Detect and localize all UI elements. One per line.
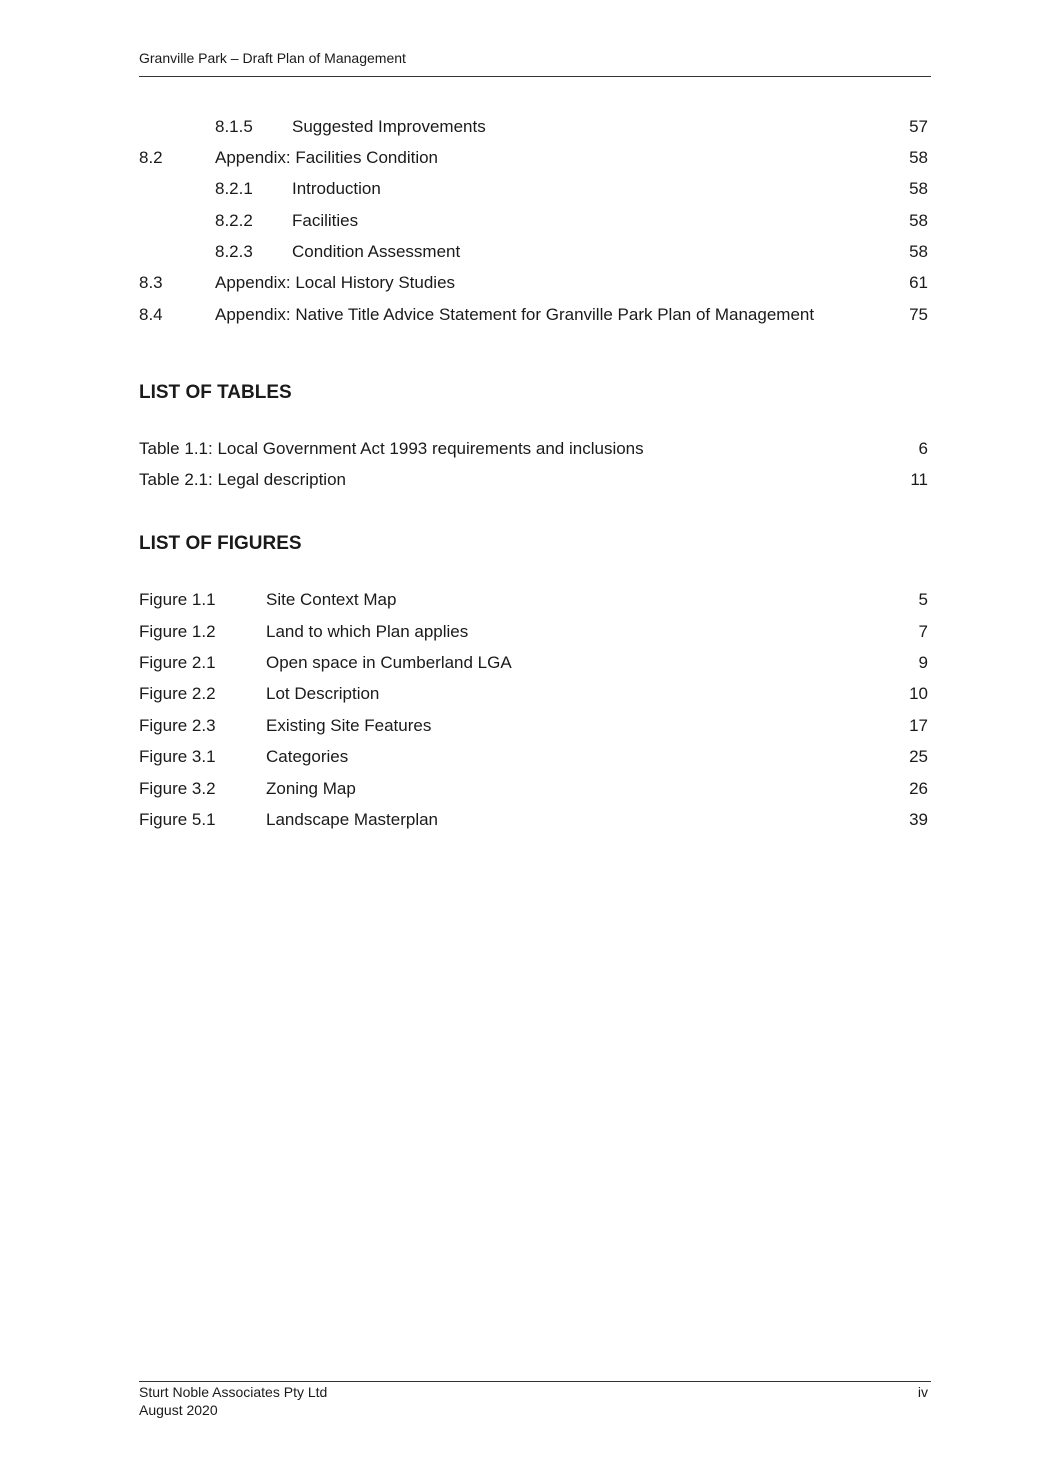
figure-entry-label: Figure 1.2 (139, 622, 216, 641)
figure-entry-label: Figure 3.2 (139, 779, 216, 798)
toc-entry-title: Introduction (292, 179, 381, 198)
toc-entry-title: Suggested Improvements (292, 117, 486, 136)
toc-entry[interactable] (0, 210, 1041, 232)
table-entry[interactable] (0, 438, 1041, 460)
figure-entry-title: Categories (266, 747, 349, 766)
figure-entry-title: Site Context Map (266, 590, 397, 609)
toc-entry-title: Appendix: Local History Studies (215, 273, 456, 292)
figure-entry[interactable] (0, 589, 1041, 611)
toc-entry-page: 58 (909, 148, 928, 167)
toc-entry-number: 8.2.1 (215, 179, 253, 198)
header-rule (139, 76, 931, 77)
figure-entry-label: Figure 2.3 (139, 716, 216, 735)
figure-entry-label: Figure 2.2 (139, 684, 216, 703)
toc-entry-title: Facilities (292, 211, 359, 230)
figure-entry[interactable] (0, 683, 1041, 705)
header-title: Granville Park – Draft Plan of Management (139, 50, 406, 66)
toc-entry-page: 58 (909, 179, 928, 198)
figure-entry-page: 7 (918, 622, 928, 641)
list-of-figures-heading: LIST OF FIGURES (139, 533, 302, 554)
figure-entry-page: 25 (909, 747, 928, 766)
figure-entry-title: Existing Site Features (266, 716, 432, 735)
table-entry-page: 6 (918, 439, 928, 458)
toc-entry-number: 8.3 (139, 273, 163, 292)
toc-entry[interactable] (0, 116, 1041, 138)
footer-page-number: iv (917, 1384, 928, 1400)
toc-entry[interactable] (0, 304, 1041, 326)
figure-entry-label: Figure 3.1 (139, 747, 216, 766)
figure-entry-label: Figure 2.1 (139, 653, 216, 672)
table-entry-title: Table 1.1: Local Government Act 1993 requirements and inclusions (139, 439, 644, 458)
figure-entry[interactable] (0, 621, 1041, 643)
toc-entry-number: 8.2.3 (215, 242, 253, 261)
toc-entry-number: 8.1.5 (215, 117, 253, 136)
footer-company: Sturt Noble Associates Pty Ltd (139, 1384, 328, 1400)
figure-entry-page: 9 (918, 653, 928, 672)
figure-entry-title: Lot Description (266, 684, 380, 703)
figure-entry-page: 5 (918, 590, 928, 609)
figure-entry-page: 17 (909, 716, 928, 735)
figure-entry-title: Landscape Masterplan (266, 810, 439, 829)
table-entry-title: Table 2.1: Legal description (139, 470, 346, 489)
toc-entry-title: Appendix: Native Title Advice Statement for Granville Park Plan of Management (215, 305, 815, 324)
toc-entry-number: 8.4 (139, 305, 163, 324)
toc-entry-number: 8.2.2 (215, 211, 253, 230)
figure-entry-page: 26 (909, 779, 928, 798)
figure-entry-title: Zoning Map (266, 779, 356, 798)
figure-entry[interactable] (0, 746, 1041, 768)
toc-entry-number: 8.2 (139, 148, 163, 167)
table-entry-page: 11 (910, 470, 928, 489)
footer-date: August 2020 (139, 1402, 218, 1418)
toc-entry-page: 57 (909, 117, 928, 136)
figure-entry-label: Figure 5.1 (139, 810, 216, 829)
toc-entry-page: 58 (909, 242, 928, 261)
toc-entry-title: Condition Assessment (292, 242, 461, 261)
figure-entry-title: Open space in Cumberland LGA (266, 653, 512, 672)
toc-entry[interactable] (0, 241, 1041, 263)
figure-entry-title: Land to which Plan applies (266, 622, 469, 641)
figure-entry-label: Figure 1.1 (139, 590, 216, 609)
figure-entry-page: 39 (909, 810, 928, 829)
figure-entry[interactable] (0, 778, 1041, 800)
toc-entry-page: 58 (909, 211, 928, 230)
figure-entry-page: 10 (909, 684, 928, 703)
table-entry[interactable] (0, 469, 1041, 491)
toc-entry-page: 61 (909, 273, 928, 292)
toc-entry[interactable] (0, 147, 1041, 169)
toc-entry[interactable] (0, 272, 1041, 294)
toc-entry[interactable] (0, 178, 1041, 200)
list-of-tables-heading: LIST OF TABLES (139, 382, 292, 403)
figure-entry[interactable] (0, 715, 1041, 737)
figure-entry[interactable] (0, 809, 1041, 831)
toc-entry-page: 75 (909, 305, 928, 324)
toc-entry-title: Appendix: Facilities Condition (215, 148, 439, 167)
footer-rule (139, 1381, 931, 1382)
figure-entry[interactable] (0, 652, 1041, 674)
